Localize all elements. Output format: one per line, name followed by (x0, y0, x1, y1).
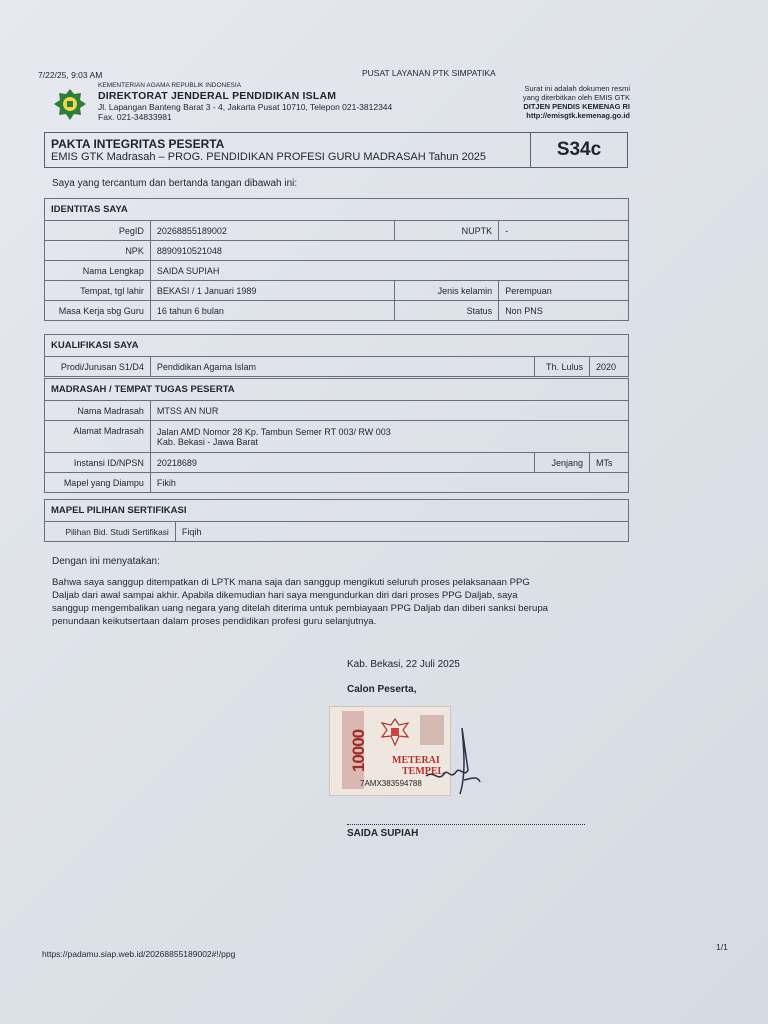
mapel-label: Mapel yang Diampu (45, 473, 151, 493)
declaration-line1: Bahwa saya sanggup ditempatkan di LPTK mana saja dan sanggup mengikuti seluruh proses pelaksanaan PPG (52, 577, 530, 588)
official-note-line3: DITJEN PENDIS KEMENAG RI (523, 102, 630, 111)
signer-name: SAIDA SUPIAH (347, 828, 419, 839)
document-subtitle: EMIS GTK Madrasah – PROG. PENDIDIKAN PROFESI GURU MADRASAH Tahun 2025 (51, 151, 487, 163)
bidang-label: Pilihan Bid. Studi Sertifikasi (45, 522, 176, 542)
madrasah-name-value: MTSS AN NUR (150, 401, 628, 421)
print-datetime: 7/22/25, 9:03 AM (38, 70, 103, 80)
section-identitas: IDENTITAS SAYA (45, 199, 629, 221)
identitas-table (44, 198, 629, 321)
npsn-value: 20218689 (150, 453, 534, 473)
jenjang-value: MTs (590, 453, 629, 473)
stamp-word-meterai: METERAI (392, 755, 440, 766)
nama-value: SAIDA SUPIAH (150, 261, 628, 281)
gender-label: Jenis kelamin (395, 281, 499, 301)
nama-label: Nama Lengkap (45, 261, 151, 281)
section-kualifikasi: KUALIFIKASI SAYA (45, 335, 629, 357)
title-box (44, 132, 628, 168)
stamp-serial: 7AMX383594788 (360, 779, 422, 788)
stamp-value: 10000 (349, 729, 369, 773)
npk-value: 8890910521048 (150, 241, 628, 261)
nuptk-value: - (499, 221, 629, 241)
place-date: Kab. Bekasi, 22 Juli 2025 (347, 659, 460, 670)
directorate-name: DIREKTORAT JENDERAL PENDIDIKAN ISLAM (98, 90, 337, 102)
jenjang-label: Jenjang (535, 453, 590, 473)
official-note-url: http://emisgtk.kemenag.go.id (526, 111, 630, 120)
document-title: PAKTA INTEGRITAS PESERTA (51, 137, 225, 151)
prodi-label: Prodi/Jurusan S1/D4 (45, 357, 151, 377)
letterhead-fax: Fax. 021-34833981 (98, 112, 172, 122)
kemenag-logo-icon (52, 88, 88, 122)
madrasah-table (44, 378, 629, 493)
pegid-value: 20268855189002 (150, 221, 395, 241)
declaration-lead: Dengan ini menyatakan: (52, 556, 160, 567)
madrasah-name-label: Nama Madrasah (45, 401, 151, 421)
section-mapel-pilihan: MAPEL PILIHAN SERTIFIKASI (45, 500, 629, 522)
stamp-word-tempel: TEMPEL (402, 766, 445, 777)
alamat-line2: Kab. Bekasi - Jawa Barat (156, 436, 258, 447)
footer-page: 1/1 (716, 942, 728, 952)
declaration-text (52, 576, 628, 628)
document-code: S34c (530, 133, 627, 167)
npsn-label: Instansi ID/NPSN (45, 453, 151, 473)
status-label: Status (395, 301, 499, 321)
kualifikasi-table (44, 334, 629, 377)
npk-label: NPK (45, 241, 151, 261)
letterhead-address: Jl. Lapangan Banteng Barat 3 - 4, Jakarta Pusat 10710, Telepon 021-3812344 (98, 102, 393, 112)
print-header-center: PUSAT LAYANAN PTK SIMPATIKA (362, 68, 496, 78)
pegid-label: PegID (45, 221, 151, 241)
nuptk-label: NUPTK (395, 221, 499, 241)
handwritten-signature (420, 720, 484, 800)
declaration-line2: Daljab dari awal sampai akhir. Apabila dikemudian hari saya mengundurkan diri dari proses PPG Daljab, saya (52, 590, 518, 601)
status-value: Non PNS (499, 301, 629, 321)
alamat-line1: Jalan AMD Nomor 28 Kp. Tambun Semer RT 003/ RW 003 (156, 426, 391, 437)
prodi-value: Pendidikan Agama Islam (150, 357, 534, 377)
mapel-pilihan-table (44, 499, 629, 542)
bidang-value: Fiqih (175, 522, 628, 542)
alamat-value (150, 421, 628, 453)
official-note-line2: yang diterbitkan oleh EMIS GTK (522, 93, 630, 102)
signer-role: Calon Peserta, (347, 684, 417, 695)
mapel-value: Fikih (150, 473, 628, 493)
signature-line (347, 824, 585, 825)
gender-value: Perempuan (499, 281, 629, 301)
lulus-label: Th. Lulus (535, 357, 590, 377)
footer-url: https://padamu.siap.web.id/20268855189002#!/ppg (42, 949, 236, 959)
ministry-name: KEMENTERIAN AGAMA REPUBLIK INDONESIA (98, 82, 242, 89)
masa-kerja-label: Masa Kerja sbg Guru (45, 301, 151, 321)
lulus-value: 2020 (589, 357, 628, 377)
alamat-label: Alamat Madrasah (45, 421, 151, 453)
garuda-emblem-icon (378, 715, 412, 749)
ttl-value: BEKASI / 1 Januari 1989 (150, 281, 395, 301)
declaration-line4: penundaan keikutsertaan dalam proses pendidikan profesi guru selanjutnya. (52, 616, 377, 627)
declaration-line3: sanggup mengembalikan uang negara yang ditelah diterima untuk pembiayaan PPG Daljab dan diberi sanksi berupa (52, 603, 548, 614)
official-note (523, 84, 630, 120)
masa-kerja-value: 16 tahun 6 bulan (150, 301, 395, 321)
ttl-label: Tempat, tgl lahir (45, 281, 151, 301)
official-note-line1: Surat ini adalah dokumen resmi (524, 84, 630, 93)
intro-text: Saya yang tercantum dan bertanda tangan dibawah ini: (52, 178, 298, 189)
section-madrasah: MADRASAH / TEMPAT TUGAS PESERTA (45, 379, 629, 401)
